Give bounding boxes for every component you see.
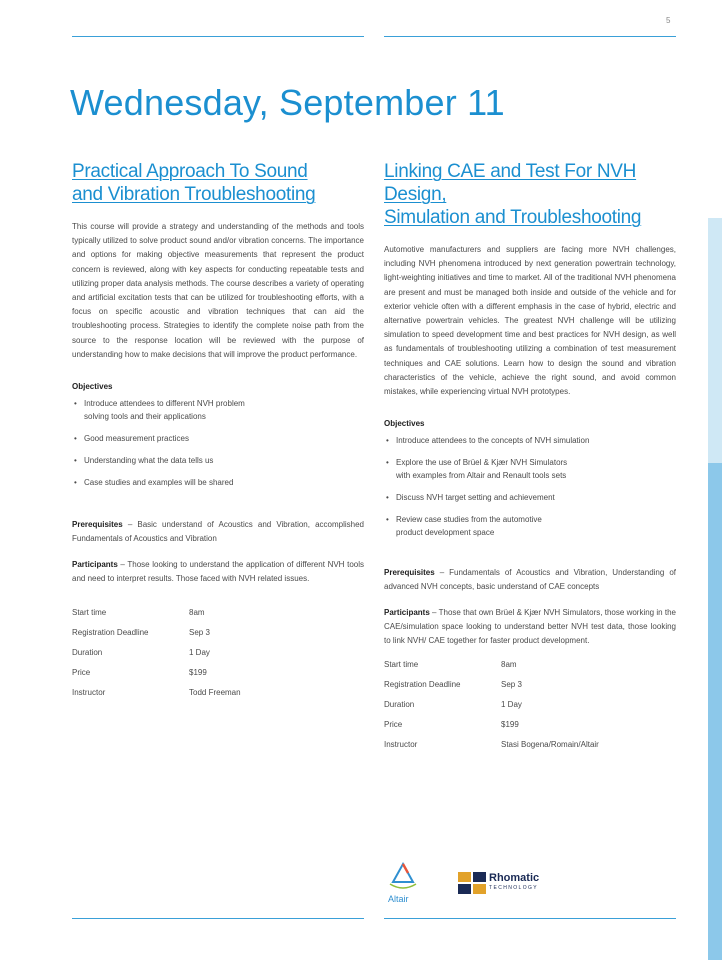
prerequisites-label: Prerequisites [384,568,435,578]
info-label: Price [384,719,403,729]
objective-item: • Case studies and examples will be shared [72,476,364,489]
prerequisites-text: – Fundamentals of Acoustics and Vibration, Understanding of advanced NVH concepts, basic understand of CAE concepts [384,568,676,592]
info-value: Sep 3 [501,679,522,689]
page-number: 5 [666,16,671,25]
info-label: Instructor [72,687,106,697]
altair-logo-text: Altair [388,894,409,904]
info-row [384,714,599,734]
participants-text: – Those that own Brüel & Kjær NVH Simulators, those working in the CAE/simulation space looking to understand better NVH test data, those looking to link NVH/ CAE together for faster product development. [384,608,676,646]
course-description-left: This course will provide a strategy and understanding of the methods and tools typically utilized to solve product sound and/or vibration concerns. The importance and options for making objective measurements that represent the product concern is reviewed, along with key aspects for conducting repeatable tests and utilizing proper data analysis methods. The course describes a variety of operating and artificial excitation tests that can be utilized for troubleshooting efforts, with a focus on specific acoustic and vibration techniques that can aid the troubleshooting process. Strategies to identify the complete noise path from the source to the response location will be reviewed with the purpose of understanding how to make decisions that will improve the product performance. [72,222,364,359]
participants-label: Participants [72,560,118,570]
info-row [384,734,599,754]
objectives-list-right [384,434,676,539]
info-value: $199 [501,719,519,729]
info-row [384,674,599,694]
course-title-right[interactable]: Linking CAE and Test For NVH Design, Simulation and Troubleshooting [384,161,642,228]
info-value: Todd Freeman [189,687,241,697]
prerequisites-right [384,566,676,594]
info-row [72,602,241,622]
participants-text: – Those looking to understand the application of different NVH tools and need to interpret results. Those faced with NVH related issues. [72,560,364,584]
info-value: Stasi Bogena/Romain/Altair [501,739,599,749]
top-rule-left [72,36,364,37]
top-rule-right [384,36,676,37]
rhomatic-name: Rhomatic [489,872,540,884]
info-row [384,654,599,674]
objective-item: • Discuss NVH target setting and achievement [384,491,676,504]
info-value: 1 Day [501,699,522,709]
objectives-list-left [72,397,364,489]
objective-item: • Good measurement practices [72,432,364,445]
info-row [72,662,241,682]
info-label: Instructor [384,739,418,749]
info-label: Price [72,667,91,677]
participants-left [72,558,364,586]
info-row [384,694,599,714]
objective-item: • Understanding what the data tells us [72,454,364,467]
course-description-right: Automotive manufacturers and suppliers are facing more NVH challenges, including NVH phenomena introduced by next generation powertrain technology, light-weighting initiatives and time to market. All of the traditional NVH phenomena are present and must be managed both inside and outside of the vehicle and for exterior vehicle often with a different emphasis in the case of hybrid, electric and alternative powertrain vehicles. The greatest NVH challenge will be utilizing simulation to speed development time and best practices for NVH design, as well as fundamentals of troubleshooting utilizing a combination of test measurement techniques and CAE solutions. Learn how to design the sound and vibration characteristics of the vehicle, achieve the right sound, and avoid common mistakes, while experiencing virtual NVH prototypes. [384,245,676,397]
rhomatic-mark-icon [458,872,486,894]
prerequisites-text: – Basic understand of Acoustics and Vibration, accomplished Fundamentals of Acoustics and Vibration [72,520,364,544]
info-label: Registration Deadline [384,679,461,689]
info-value: $199 [189,667,207,677]
objectives-heading-right: Objectives [384,419,425,429]
objective-item: • Explore the use of Brüel & Kjær NVH Simulators with examples from Altair and Renault tools sets [384,456,676,482]
date-heading: Wednesday, September 11 [70,82,505,123]
info-label: Duration [72,647,103,657]
info-label: Start time [384,659,419,669]
bottom-rule-right [384,918,676,919]
info-value: 8am [501,659,517,669]
info-value: 1 Day [189,647,210,657]
course-right [384,160,676,754]
course-title-left[interactable]: Practical Approach To Sound and Vibration Troubleshooting [72,161,316,205]
objective-item: • Introduce attendees to different NVH problem solving tools and their applications [72,397,364,423]
prerequisites-label: Prerequisites [72,520,123,530]
objective-item: • Introduce attendees to the concepts of NVH simulation [384,434,676,447]
info-row [72,642,241,662]
course-info-left [72,602,241,702]
info-row [72,682,241,702]
objective-item: • Review case studies from the automotive product development space [384,513,676,539]
prerequisites-left [72,518,364,546]
participants-label: Participants [384,608,430,618]
bottom-rule-left [72,918,364,919]
partner-logos [384,860,676,910]
course-info-right [384,654,599,754]
info-label: Start time [72,607,107,617]
info-row [72,622,241,642]
info-value: Sep 3 [189,627,210,637]
sidebar-stripe-dark [708,463,722,960]
rhomatic-sub: TECHNOLOGY [489,885,539,891]
objectives-heading-left: Objectives [72,382,113,392]
course-left [72,160,364,702]
info-value: 8am [189,607,205,617]
sidebar-stripe [708,218,722,960]
info-label: Registration Deadline [72,627,149,637]
info-label: Duration [384,699,415,709]
participants-right [384,606,676,648]
